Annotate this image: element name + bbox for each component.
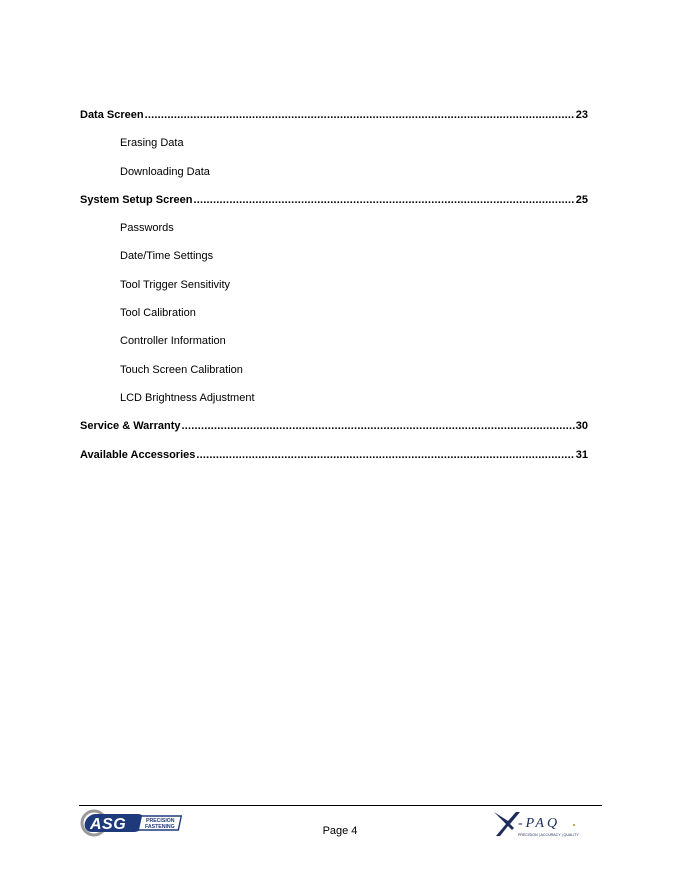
toc-page-number: 25 (575, 193, 588, 206)
toc-entry-label: System Setup Screen (80, 193, 193, 206)
toc-leader-dots (194, 190, 575, 210)
toc-entry-data-screen[interactable] (80, 105, 588, 133)
toc-page-number: 23 (575, 109, 588, 121)
toc-subentry-tool-trigger-sensitivity[interactable] (80, 275, 588, 303)
xpaq-logo-tagline: PRECISION | ACCURACY | QUALITY (518, 833, 579, 837)
toc-subentry-lcd-brightness-adjustment[interactable] (80, 388, 588, 416)
toc-leader-dots (145, 105, 575, 125)
toc-subentry-erasing-data[interactable] (80, 133, 588, 161)
toc-entry-label: Data Screen (80, 109, 144, 121)
toc-subentry-touch-screen-calibration[interactable] (80, 360, 588, 388)
table-of-contents (80, 105, 588, 473)
page-number: Page 4 (322, 825, 358, 837)
toc-subentry-label: Erasing Data (120, 137, 184, 150)
toc-subentry-label: Tool Trigger Sensitivity (120, 278, 231, 291)
xpaq-logo-text: -PAQ (518, 816, 561, 831)
toc-subentry-label: Touch Screen Calibration (120, 363, 243, 376)
toc-subentry-controller-information[interactable] (80, 331, 588, 359)
toc-entry-label: Available Accessories (80, 448, 196, 461)
xpaq-logo (492, 808, 600, 840)
toc-subentry-date-time-settings[interactable] (80, 246, 588, 274)
asg-logo-tagline-1: PRECISION (146, 818, 175, 825)
toc-subentry-downloading-data[interactable] (80, 162, 588, 190)
toc-subentry-tool-calibration[interactable] (80, 303, 588, 331)
toc-subentry-label: Passwords (120, 222, 174, 235)
asg-logo-text: ASG (90, 816, 127, 833)
toc-subentry-label: Date/Time Settings (120, 250, 214, 263)
footer-divider (79, 805, 602, 806)
toc-subentry-label: Downloading Data (120, 165, 210, 178)
toc-subentry-label: LCD Brightness Adjustment (120, 391, 255, 404)
toc-entry-available-accessories[interactable] (80, 445, 588, 473)
toc-subentry-passwords[interactable] (80, 218, 588, 246)
toc-leader-dots (196, 445, 574, 465)
toc-page-number: 31 (575, 448, 588, 461)
toc-subentry-label: Tool Calibration (120, 307, 196, 320)
toc-entry-service-warranty[interactable] (80, 416, 588, 444)
toc-entry-system-setup-screen[interactable] (80, 190, 588, 218)
toc-leader-dots (181, 416, 574, 436)
toc-entry-label: Service & Warranty (80, 420, 181, 433)
asg-logo-tagline-2: FASTENING (145, 824, 175, 830)
toc-subentry-label: Controller Information (120, 335, 226, 348)
toc-page-number: 30 (575, 420, 588, 433)
